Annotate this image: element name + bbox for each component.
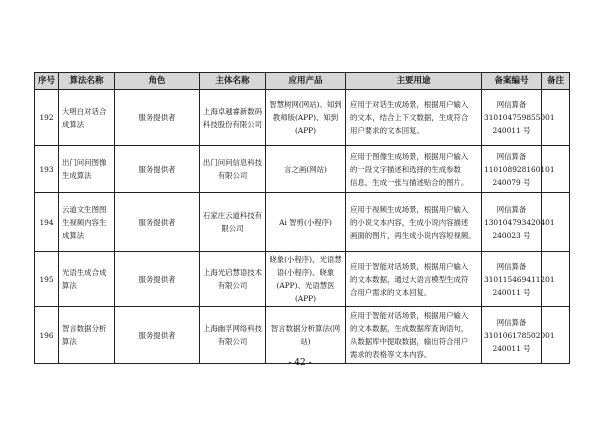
entity-name: 出门问问信息科技有限公司 xyxy=(200,146,266,193)
record-line: 240023 号 xyxy=(492,230,531,240)
purpose-line: 的文本数据，生成数据库查询语句， xyxy=(350,324,469,333)
record-line: 网信算备 xyxy=(496,100,527,109)
purpose-line: 画面的图片，再生成小说内容短视频。 xyxy=(350,230,476,240)
header-note: 备注 xyxy=(542,73,570,90)
record-number xyxy=(482,90,555,146)
purpose xyxy=(346,146,482,193)
purpose-line: 的一段文字描述和选择的生成参数 xyxy=(350,164,461,174)
record-line: 网信算备 xyxy=(496,261,527,271)
purpose-line: 的文本数据，通过大语言模型生成符 xyxy=(350,274,469,284)
record-line: 310104759855001 xyxy=(484,113,555,122)
record-line: 130104793420401 xyxy=(484,217,555,227)
record-line: 240011 号 xyxy=(492,343,531,353)
algorithm-name: 光语生成合成算法 xyxy=(59,252,115,307)
purpose xyxy=(346,90,482,146)
row-index: 195 xyxy=(35,252,59,307)
algorithm-name: 大明白对话合成算法 xyxy=(59,90,115,146)
record-number xyxy=(482,146,555,193)
algorithm-name: 智言数据分析算法 xyxy=(59,307,115,364)
row-index: 192 xyxy=(35,90,59,146)
record-line: 240011 号 xyxy=(492,126,531,135)
entity-name: 上海卓越睿新数码科技股份有限公司 xyxy=(200,90,266,146)
purpose-line: 的小说文本内容，生成小说内容描述 xyxy=(350,217,469,227)
table-row xyxy=(35,146,570,193)
header-index: 序号 xyxy=(35,73,59,90)
record-line: 310115469411201 xyxy=(484,274,555,284)
purpose-line: 用户要求的文本回复。 xyxy=(350,126,424,135)
entity-name: 石家庄云道科技有限公司 xyxy=(200,193,266,252)
product: Ai 智剪(小程序) xyxy=(266,193,346,252)
header-entity-name: 主体名称 xyxy=(200,73,266,90)
header-product: 应用产品 xyxy=(266,73,346,90)
row-index: 194 xyxy=(35,193,59,252)
algorithm-name: 云道文生图图生视频内容生成算法 xyxy=(59,193,115,252)
purpose xyxy=(346,307,482,364)
purpose-line: 应用于智能对话场景，根据用户输入 xyxy=(350,311,469,320)
purpose-line: 应用于对话生成场景，根据用户输入 xyxy=(350,100,469,109)
purpose-line: 应用于视频生成场景，根据用户输入 xyxy=(350,204,469,214)
role: 服务提供者 xyxy=(115,252,200,307)
table-row xyxy=(35,90,570,146)
role: 服务提供者 xyxy=(115,90,200,146)
purpose xyxy=(346,193,482,252)
product: 智言数据分析算法(网站) xyxy=(266,307,346,364)
table-row xyxy=(35,307,570,364)
record-line: 网信算备 xyxy=(496,317,527,327)
algorithm-name: 出门问问图像生成算法 xyxy=(59,146,115,193)
header-record-number: 备案编号 xyxy=(482,73,542,90)
record-line: 310106178502001 xyxy=(484,330,555,340)
record-line: 240079 号 xyxy=(492,177,531,187)
record-number xyxy=(482,307,555,364)
algorithm-registry-table xyxy=(34,72,570,364)
role: 服务提供者 xyxy=(115,307,200,364)
record-line: 240011 号 xyxy=(492,287,531,297)
record-line: 网信算备 xyxy=(496,151,527,161)
role: 服务提供者 xyxy=(115,146,200,193)
row-index: 196 xyxy=(35,307,59,364)
product: 晓象(小程序)、光语慧语(小程序)、晓象(APP)、光语慧医(APP) xyxy=(266,252,346,307)
purpose-line: 的文本，结合上下文数据，生成符合 xyxy=(350,113,469,122)
header-algorithm-name: 算法名称 xyxy=(59,73,115,90)
header-purpose: 主要用途 xyxy=(346,73,482,90)
purpose xyxy=(346,252,482,307)
table-row xyxy=(35,252,570,307)
purpose-line: 需求的表格等文本内容。 xyxy=(350,350,432,359)
product: 言之画(网站) xyxy=(266,146,346,193)
page-number: - 42 - xyxy=(288,358,312,368)
record-line: 网信算备 xyxy=(496,204,527,214)
purpose-line: 从数据库中提取数据，输出符合用户 xyxy=(350,337,469,346)
purpose-line: 合用户需求的文本回复。 xyxy=(350,287,432,297)
record-number xyxy=(482,252,555,307)
table-header-row xyxy=(35,73,570,90)
purpose-line: 应用于智能对话场景，根据用户输入 xyxy=(350,261,469,271)
record-number xyxy=(482,193,555,252)
record-line: 110108928160101 xyxy=(484,164,555,174)
table-row xyxy=(35,193,570,252)
entity-name: 上海幽孚网络科技有限公司 xyxy=(200,307,266,364)
header-role: 角色 xyxy=(115,73,200,90)
role: 服务提供者 xyxy=(115,193,200,252)
product: 智慧树网(网站)、知到教师版(APP)、知到(APP) xyxy=(266,90,346,146)
entity-name: 上海光启慧语技术有限公司 xyxy=(200,252,266,307)
purpose-line: 应用于图像生成场景，根据用户输入 xyxy=(350,151,469,161)
row-index: 193 xyxy=(35,146,59,193)
purpose-line: 信息，生成一张与描述贴合的图片。 xyxy=(350,177,469,187)
